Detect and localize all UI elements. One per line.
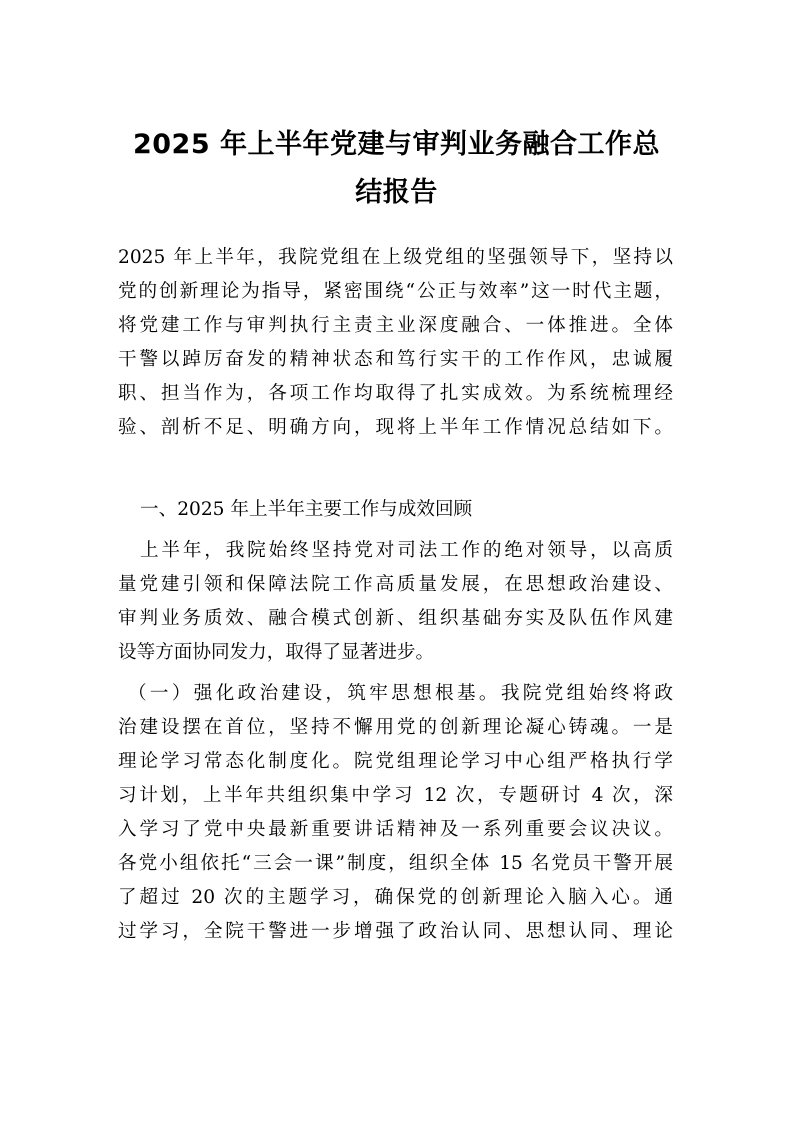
paragraph-line: 将党建工作与审判执行主责主业深度融合、一体推进。全体 (118, 315, 673, 336)
paragraph-line: 设等方面协同发力，取得了显著进步。 (118, 642, 435, 663)
paragraph-line: 审判业务质效、融合模式创新、组织基础夯实及队伍作风建 (118, 608, 673, 629)
section-heading: 一、2025 年上半年主要工作与成效回顾 (140, 499, 473, 520)
paragraph-line: 量党建引领和保障法院工作高质量发展，在思想政治建设、 (118, 574, 673, 595)
paragraph-line: 2025 年上半年，我院党组在上级党组的坚强领导下，坚持以 (118, 247, 673, 268)
paragraph-line: 上半年，我院始终坚持党对司法工作的绝对领导，以高质 (140, 540, 673, 561)
document-title-line-1: 2025 年上半年党建与审判业务融合工作总 (132, 129, 661, 160)
paragraph-line: 治建设摆在首位，坚持不懈用党的创新理论凝心铸魂。一是 (118, 717, 673, 738)
paragraph-line: 过学习，全院干警进一步增强了政治认同、思想认同、理论 (118, 921, 673, 942)
paragraph-line: 各党小组依托“三会一课”制度，组织全体 15 名党员干警开展 (118, 853, 673, 874)
paragraph-line: 了超过 20 次的主题学习，确保党的创新理论入脑入心。通 (118, 887, 673, 908)
paragraph-line: 验、剖析不足、明确方向，现将上半年工作情况总结如下。 (118, 417, 673, 438)
paragraph-line: 干警以踔厉奋发的精神状态和笃行实干的工作作风，忠诚履 (118, 349, 673, 370)
paragraph-line: 职、担当作为，各项工作均取得了扎实成效。为系统梳理经 (118, 383, 673, 404)
paragraph-line: 党的创新理论为指导，紧密围绕“公正与效率”这一时代主题， (118, 281, 673, 302)
paragraph-line: 入学习了党中央最新重要讲话精神及一系列重要会议决议。 (118, 819, 673, 840)
document-title-line-2: 结报告 (355, 177, 438, 208)
subsection-line: （一）强化政治建设，筑牢思想根基。我院党组始终将政 (128, 683, 673, 704)
paragraph-line: 理论学习常态化制度化。院党组理论学习中心组严格执行学 (118, 751, 673, 772)
paragraph-line: 习计划，上半年共组织集中学习 12 次，专题研讨 4 次，深 (118, 785, 673, 806)
